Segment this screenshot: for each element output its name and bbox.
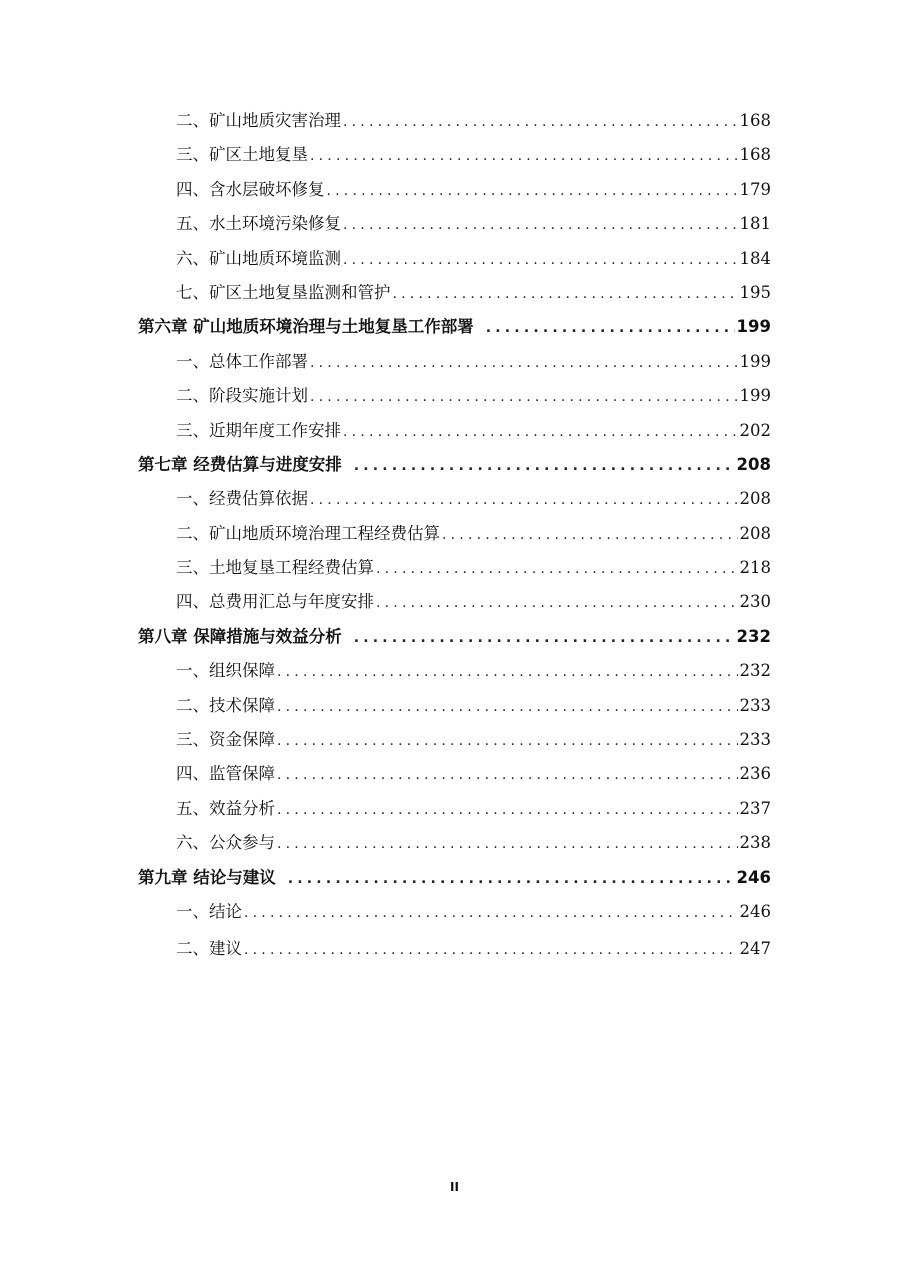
toc-chapter-entry[interactable] [138, 620, 771, 654]
dot-leader [277, 827, 738, 861]
toc-entry[interactable] [138, 551, 771, 585]
toc-entry[interactable] [138, 723, 771, 757]
toc-chapter-title: 第八章 保障措施与效益分析 [138, 626, 342, 646]
toc-entry[interactable] [138, 585, 771, 619]
dot-leader [310, 139, 738, 173]
page-number: II [450, 1180, 459, 1194]
dot-leader [277, 655, 738, 689]
table-of-contents [138, 104, 771, 967]
dot-leader [327, 174, 738, 208]
dot-leader [277, 724, 738, 758]
toc-entry[interactable] [138, 826, 771, 860]
toc-chapter-entry[interactable] [138, 448, 771, 482]
toc-entry[interactable] [138, 138, 771, 172]
dot-leader [354, 449, 735, 483]
toc-entry-page: 202 [739, 420, 771, 440]
toc-entry-title: 五、水土环境污染修复 [176, 214, 341, 234]
toc-entry[interactable] [138, 517, 771, 551]
toc-entry-page: 247 [739, 939, 771, 959]
toc-entry-title: 二、建议 [176, 939, 242, 959]
dot-leader [310, 380, 738, 414]
dot-leader [310, 483, 738, 517]
toc-entry-page: 233 [739, 695, 771, 715]
toc-entry[interactable] [138, 207, 771, 241]
toc-entry-title: 五、效益分析 [176, 798, 275, 818]
toc-chapter-page: 199 [736, 317, 771, 337]
toc-entry-page: 181 [739, 214, 771, 234]
toc-entry[interactable] [138, 895, 771, 929]
toc-entry-title: 二、矿山地质环境治理工程经费估算 [176, 523, 440, 543]
dot-leader [244, 896, 738, 930]
dot-leader [277, 690, 738, 724]
toc-entry-page: 232 [739, 661, 771, 681]
toc-entry[interactable] [138, 654, 771, 688]
toc-entry[interactable] [138, 173, 771, 207]
toc-entry-title: 四、含水层破坏修复 [176, 179, 325, 199]
dot-leader [244, 933, 738, 967]
toc-entry-page: 233 [739, 730, 771, 750]
toc-entry-page: 230 [739, 592, 771, 612]
toc-entry-page: 238 [739, 833, 771, 853]
toc-chapter-entry[interactable] [138, 310, 771, 344]
toc-entry-page: 218 [739, 558, 771, 578]
toc-entry-page: 168 [739, 145, 771, 165]
toc-entry-title: 七、矿区土地复垦监测和管护 [176, 282, 391, 302]
dot-leader [354, 621, 735, 655]
dot-leader [277, 758, 738, 792]
toc-entry[interactable] [138, 345, 771, 379]
toc-entry-title: 四、总费用汇总与年度安排 [176, 592, 374, 612]
toc-entry-title: 一、结论 [176, 901, 242, 921]
toc-chapter-title: 第九章 结论与建议 [138, 867, 276, 887]
toc-entry-title: 一、总体工作部署 [176, 351, 308, 371]
toc-entry[interactable] [138, 932, 771, 966]
toc-entry[interactable] [138, 792, 771, 826]
dot-leader [343, 105, 738, 139]
toc-entry-title: 一、经费估算依据 [176, 489, 308, 509]
toc-entry-page: 168 [739, 111, 771, 130]
dot-leader [376, 586, 738, 620]
toc-chapter-page: 232 [736, 626, 771, 646]
dot-leader [343, 415, 738, 449]
toc-chapter-page: 208 [736, 454, 771, 474]
toc-entry-page: 208 [739, 523, 771, 543]
toc-entry-page: 199 [739, 351, 771, 371]
toc-entry-title: 六、矿山地质环境监测 [176, 248, 341, 268]
dot-leader [343, 208, 738, 242]
dot-leader [393, 277, 738, 311]
toc-entry[interactable] [138, 414, 771, 448]
toc-entry[interactable] [138, 689, 771, 723]
toc-entry[interactable] [138, 379, 771, 413]
toc-entry-title: 二、阶段实施计划 [176, 386, 308, 406]
toc-entry-page: 246 [739, 901, 771, 921]
toc-entry-title: 三、矿区土地复垦 [176, 145, 308, 165]
toc-entry-page: 179 [739, 179, 771, 199]
toc-entry-page: 195 [739, 282, 771, 302]
toc-entry-title: 六、公众参与 [176, 833, 275, 853]
toc-entry-title: 三、近期年度工作安排 [176, 420, 341, 440]
toc-chapter-title: 第七章 经费估算与进度安排 [138, 454, 342, 474]
toc-entry-title: 二、矿山地质灾害治理 [176, 111, 341, 130]
toc-entry[interactable] [138, 104, 771, 138]
dot-leader [376, 552, 738, 586]
toc-entry-page: 236 [739, 764, 771, 784]
toc-entry-title: 三、资金保障 [176, 730, 275, 750]
dot-leader [288, 862, 735, 896]
toc-entry-title: 三、土地复垦工程经费估算 [176, 558, 374, 578]
toc-chapter-entry[interactable] [138, 861, 771, 895]
toc-entry-page: 237 [739, 798, 771, 818]
dot-leader [310, 346, 738, 380]
toc-entry[interactable] [138, 482, 771, 516]
toc-entry-page: 199 [739, 386, 771, 406]
dot-leader [486, 311, 735, 345]
dot-leader [277, 793, 738, 827]
toc-chapter-page: 246 [736, 867, 771, 887]
toc-entry-title: 四、监管保障 [176, 764, 275, 784]
dot-leader [343, 243, 738, 277]
toc-entry-page: 184 [739, 248, 771, 268]
toc-chapter-title: 第六章 矿山地质环境治理与土地复垦工作部署 [138, 317, 474, 337]
toc-entry-title: 一、组织保障 [176, 661, 275, 681]
toc-entry-page: 208 [739, 489, 771, 509]
toc-entry[interactable] [138, 276, 771, 310]
toc-entry-title: 二、技术保障 [176, 695, 275, 715]
dot-leader [442, 518, 738, 552]
toc-entry[interactable] [138, 242, 771, 276]
toc-entry[interactable] [138, 757, 771, 791]
